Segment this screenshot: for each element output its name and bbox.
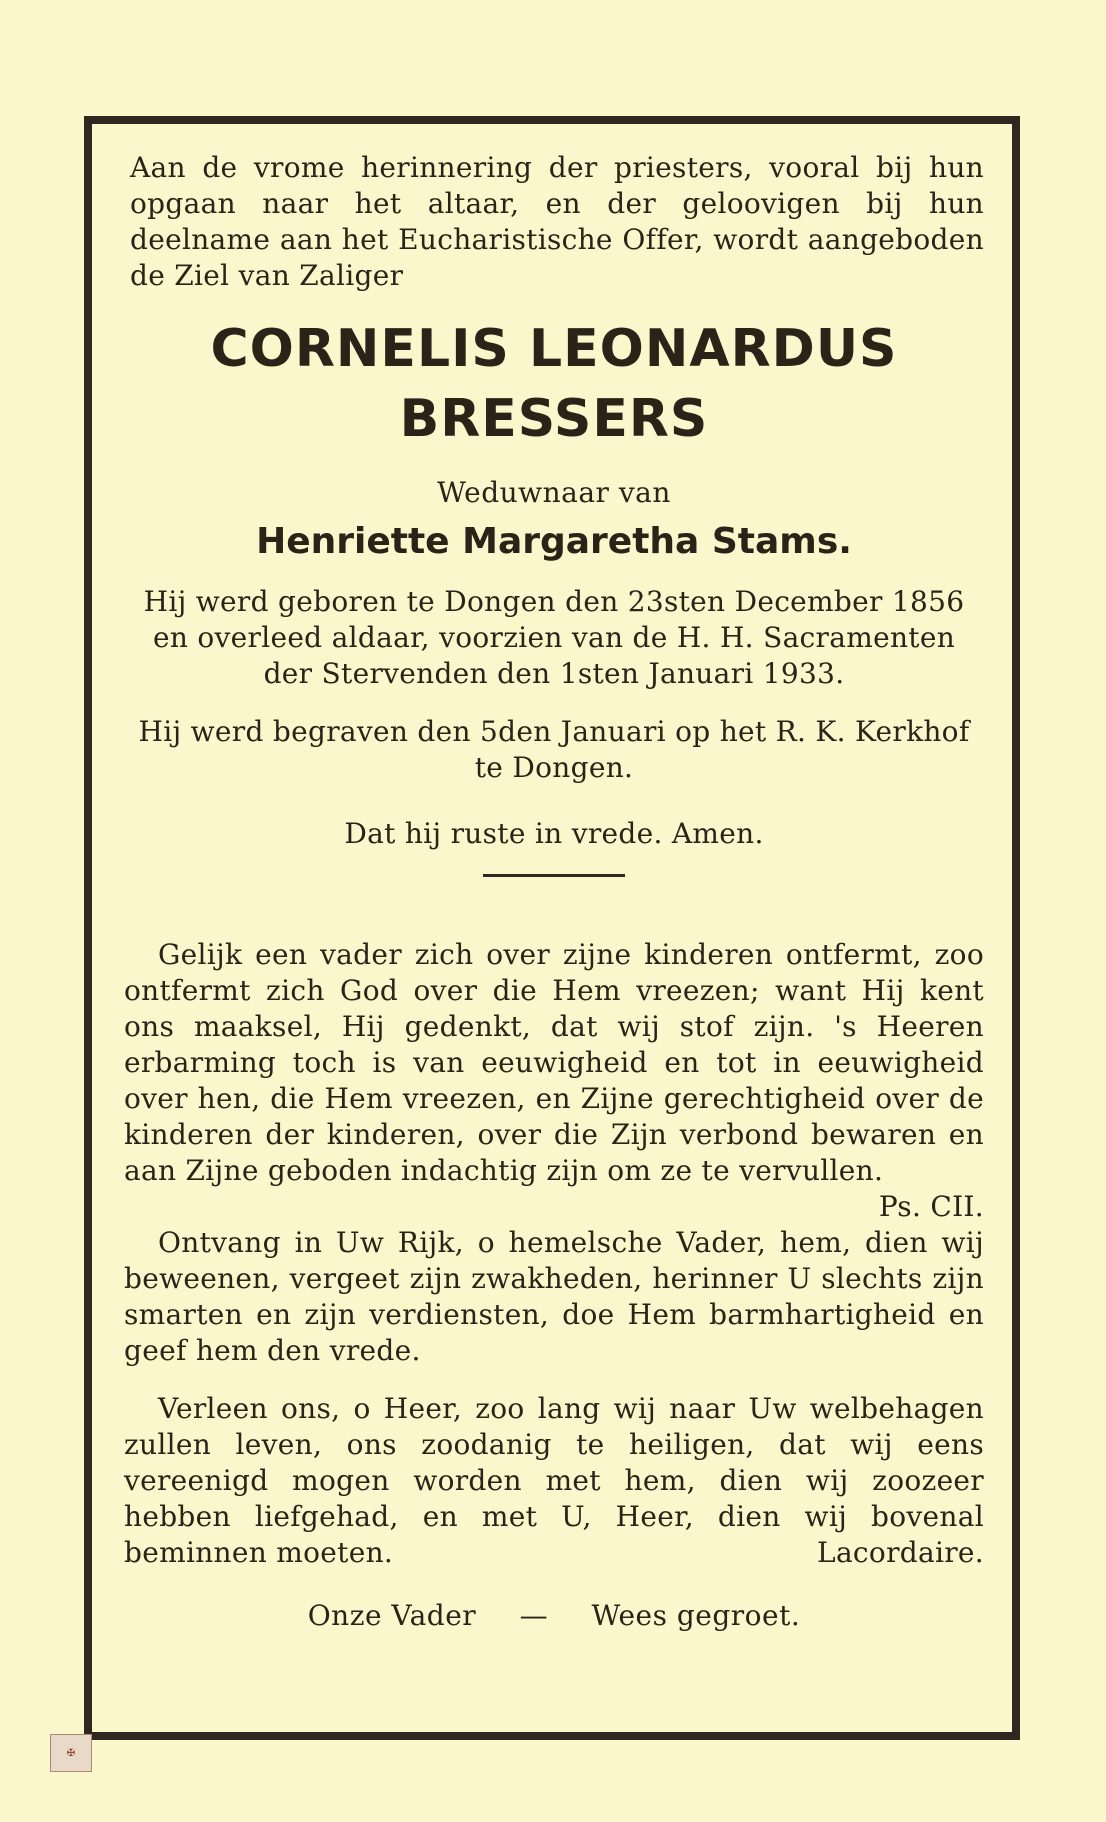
card-content — [124, 150, 984, 1632]
psalm-source: Ps. CII. — [878, 1190, 984, 1223]
widower-label: Weduwnaar van — [437, 476, 671, 509]
divider-line — [483, 874, 625, 877]
collection-stamp-icon: ✠ — [50, 1734, 92, 1772]
quote-text: Verleen ons, o Heer, zoo lang wij naar Uw welbehagen zullen leven, ons zoodanig te heiligen, dat wij eens vereenigd mogen worden met hem, dien wij zoozeer hebben liefgehad, en met U, Heer, dien wij bovenal beminnen moeten. — [124, 1392, 984, 1569]
psalm-text: Gelijk een vader zich over zijne kinderen ontfermt, zoo ontfermt zich God over die Hem vreezen; want Hij kent ons maaksel, Hij gedenkt, dat wij stof zijn. 's Heeren erbarming toch is van eeuwigheid en tot in eeuwigheid over hen, die Hem vreezen, en Zijne gerechtigheid over de kinderen der kinderen, over die Zijn verbond bewaren en aan Zijne geboden indachtig zijn om ze te vervullen. — [124, 938, 984, 1187]
quote-author: Lacordaire. — [817, 1536, 984, 1569]
spouse-name: Henriette Margaretha Stams. — [256, 521, 852, 562]
closing-left: Onze Vader — [307, 1599, 477, 1632]
prayer-text: Ontvang in Uw Rijk, o hemelsche Vader, hem, dien wij beweenen, vergeet zijn zwakheden, herinner U slechts zijn smarten en zijn verdiensten, doe Hem barmhartigheid en geef hem den vrede. — [124, 1226, 984, 1367]
deceased-surname: BRESSERS — [399, 389, 709, 449]
quote-block — [124, 1391, 984, 1571]
closing-separator: — — [519, 1599, 549, 1632]
birth-death-text: Hij werd geboren te Dongen den 23sten December 1856 en overleed aldaar, voorzien van de H. H. Sacramenten der Stervenden den 1sten Januari 1933. — [143, 585, 965, 690]
closing-prayers — [124, 1599, 984, 1632]
rest-in-peace: Dat hij ruste in vrede. Amen. — [344, 817, 764, 850]
intro-text: Aan de vrome herinnering der priesters, vooral bij hun opgaan naar het altaar, en der geloovigen bij hun deelname aan het Eucharistische Offer, wordt aangeboden de Ziel van Zaliger — [130, 151, 984, 292]
burial-text: Hij werd begraven den 5den Januari op het R. K. Kerkhof te Dongen. — [138, 715, 970, 784]
psalm-block — [124, 937, 984, 1223]
closing-right: Wees gegroet. — [591, 1599, 801, 1632]
deceased-first-names: CORNELIS LEONARDUS — [210, 319, 898, 379]
